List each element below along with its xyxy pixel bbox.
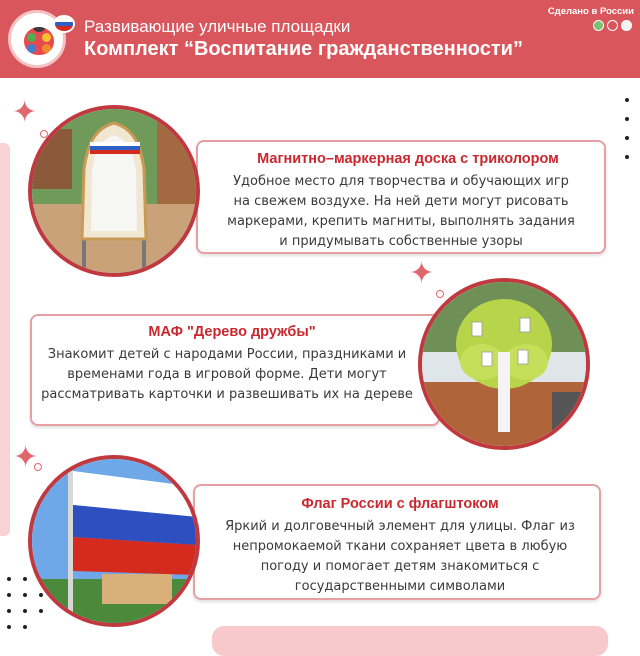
made-in-russia-label: Сделано в России [547, 6, 634, 17]
sparkle-icon: ✦ [12, 95, 38, 130]
russian-flag-photo [28, 455, 200, 627]
product-title: Магнитно–маркерная доска с триколором [257, 151, 559, 167]
sparkle-icon: ✦ [409, 256, 435, 291]
product-title: МАФ "Дерево дружбы" [148, 324, 316, 340]
header-subtitle: Развивающие уличные площадки [84, 17, 351, 36]
white-dot-icon [621, 20, 632, 31]
header-dots [593, 20, 632, 31]
magnetic-board-photo [28, 105, 200, 277]
product-card-friendship-tree[interactable] [30, 314, 440, 426]
left-decor-bar [0, 143, 10, 536]
product-description: Знакомит детей с народами России, праздниками и временами года в игровой форме. Дети могут рассматривать карточки и развешивать их на дереве [41, 347, 413, 402]
small-circle-decor-icon [34, 463, 42, 471]
sparkle-icon: ✦ [13, 440, 39, 475]
friendship-tree-photo [418, 278, 590, 450]
dots-decor-right [625, 98, 629, 159]
small-circle-decor-icon [436, 290, 444, 298]
flag-badge-icon [53, 15, 75, 33]
product-card-russian-flag[interactable] [193, 484, 601, 600]
ladybug-body [24, 27, 54, 55]
product-card-magnetic-board[interactable] [196, 140, 606, 254]
product-description: Яркий и долговечный элемент для улицы. Флаг из непромокаемой ткани сохраняет цвета в любую погоду и помогает детям знакомиться с государственными символами [225, 519, 575, 594]
header-banner [0, 0, 640, 78]
red-dot-icon [607, 20, 618, 31]
product-title: Флаг России с флагштоком [301, 496, 499, 512]
product-description: Удобное место для творчества и обучающих игр на свежем воздухе. На ней дети могут рисовать маркерами, крепить магниты, выполнять задания и придумывать собственные узоры [227, 174, 575, 249]
ladybug-logo-icon[interactable] [8, 10, 66, 68]
page-title: Комплект “Воспитание гражданственности” [84, 38, 523, 60]
bottom-decor-strip [212, 626, 608, 656]
green-dot-icon [593, 20, 604, 31]
